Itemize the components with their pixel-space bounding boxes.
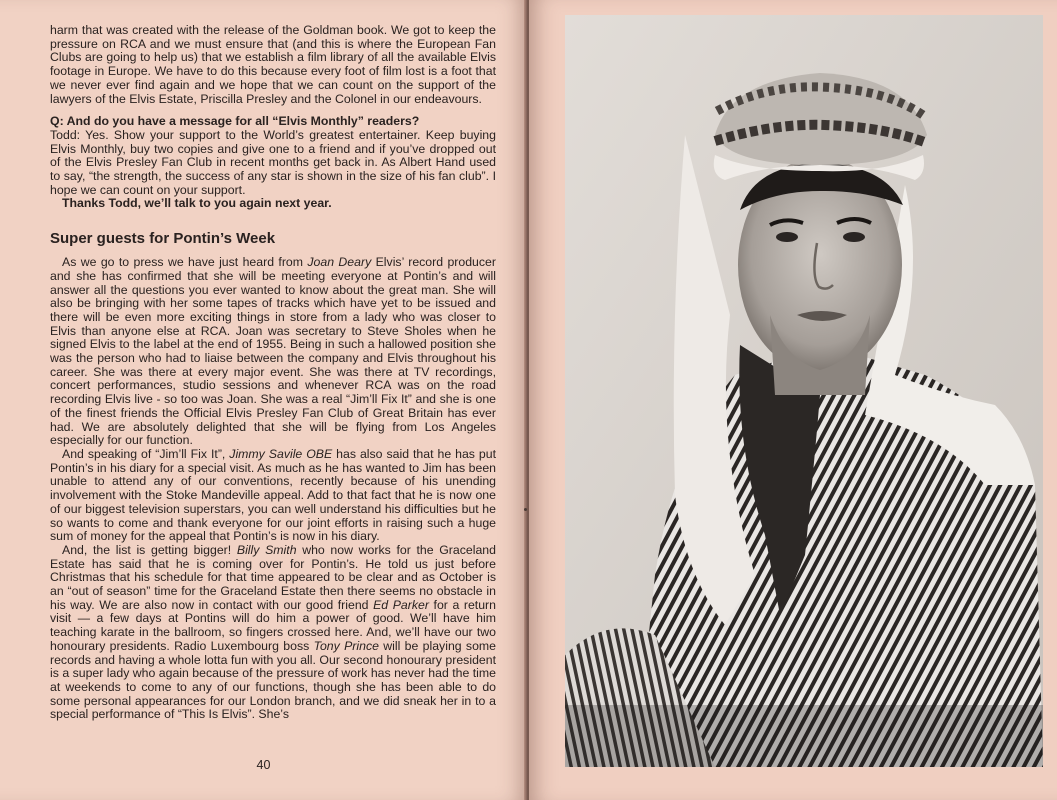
page-number: 40 (256, 758, 271, 772)
photo-bottom-shade (565, 705, 1043, 767)
name-tony-prince: Tony Prince (313, 638, 379, 653)
section-heading: Super guests for Pontin’s Week (50, 230, 276, 248)
interview-answer: Todd: Yes. Show your support to the World’s greatest entertainer. Keep buying Elvis Monthly, buy two copies and give one to a friend and if you’ve dropped out of the Elvis Presley Fan Club in recent months get back in. As Albert Hand used to say, “the strength, the success of any star is shown in the size of his fan club”. I hope we can count on your support. (50, 127, 496, 197)
interview-question: Q: And do you have a message for all “Elvis Monthly” readers? (50, 114, 420, 129)
right-eye (843, 232, 865, 242)
portrait-illustration (565, 15, 1043, 767)
binding-staple (524, 508, 527, 511)
name-billy-smith: Billy Smith (236, 542, 297, 557)
name-ed-parker: Ed Parker (373, 597, 429, 612)
left-eye (776, 232, 798, 242)
name-joan-deary: Joan Deary (307, 255, 372, 270)
left-page (0, 0, 527, 800)
name-jimmy-savile: Jimmy Savile OBE (229, 446, 333, 461)
portrait-photo (565, 15, 1043, 767)
interview-thanks: Thanks Todd, we’ll talk to you again next year. (62, 196, 332, 211)
paragraph-joan-deary: As we go to press we have just heard from Joan Deary Elvis’ record producer and she has confirmed that she will be meeting everyone at Pontin’s and will answer all the questions you ever wanted to know about the great man. She will also be bringing with her some tapes of tracks which have yet to be issued and there will be even more exciting things in store from a lady who was closer to Elvis than anyone else at RCA. Joan was secretary to Steve Sholes when he signed Elvis to the label at the end of 1955. Being in such a hallowed position she was the person who had to liaise between the company and Elvis throughout his career. She was there at every major event. She was there at TV recordings, concert performances, studio sessions and whenever RCA was on the road recording Elvis live - so too was Joan. She was a real “Jim’ll Fix It” and she is one of the finest friends the Official Elvis Presley Fan Club of Great Britain has ever had. We are absolutely delighted that she will be flying from Los Angeles especially for our function. (50, 255, 496, 448)
article-column (50, 24, 496, 722)
paragraph-billy-smith: And, the list is getting bigger! Billy Smith who now works for the Graceland Estate has said that he is coming over for Pontin’s. He told us just before Christmas that his schedule for that time appeared to be clear and as October is an “out of season” time for the Graceland Estate then there seems no obstacle in his way. We are also now in contact with our good friend Ed Parker for a return visit — a few days at Pontins will do him a power of good. We’ll have him teaching karate in the ballroom, so fingers crossed here. And, we’ll have our two honourary presidents. Radio Luxembourg boss Tony Prince will be playing some records and having a whole lotta fun with you all. Our second honourary president is a super lady who again because of the pressure of work has never had the time at weekends to come to any of our functions, though she has been able to do some personal appearances for our London branch, and we did sneak her in to a special performance of “This Is Elvis”. She’s (50, 542, 496, 722)
intro-paragraph: harm that was created with the release of the Goldman book. We got to keep the pressure on RCA and we must ensure that (and this is where the European Fan Clubs are going to help us) that we establish a film library of all the available Elvis footage in Europe. We have to do this because every foot of film lost is a foot that we never ever find again and we hope that we can count on the support of the lawyers of the Elvis Estate, Priscilla Presley and the Colonel in our endeavours. (50, 23, 496, 106)
paragraph-jimmy-savile: And speaking of “Jim’ll Fix It”, Jimmy Savile OBE has also said that he has put Pontin’s in his diary for a special visit. As much as he has wanted to Jim has been unable to attend any of our conventions, recently because of his unending involvement with the Stoke Mandeville appeal. Add to that fact that he is now one of our biggest television superstars, you can well understand his difficulties but he so wants to come and thank everyone for our joint efforts in raising such a huge sum of money for the appeal that Pontin’s is now in his diary. (50, 446, 496, 544)
